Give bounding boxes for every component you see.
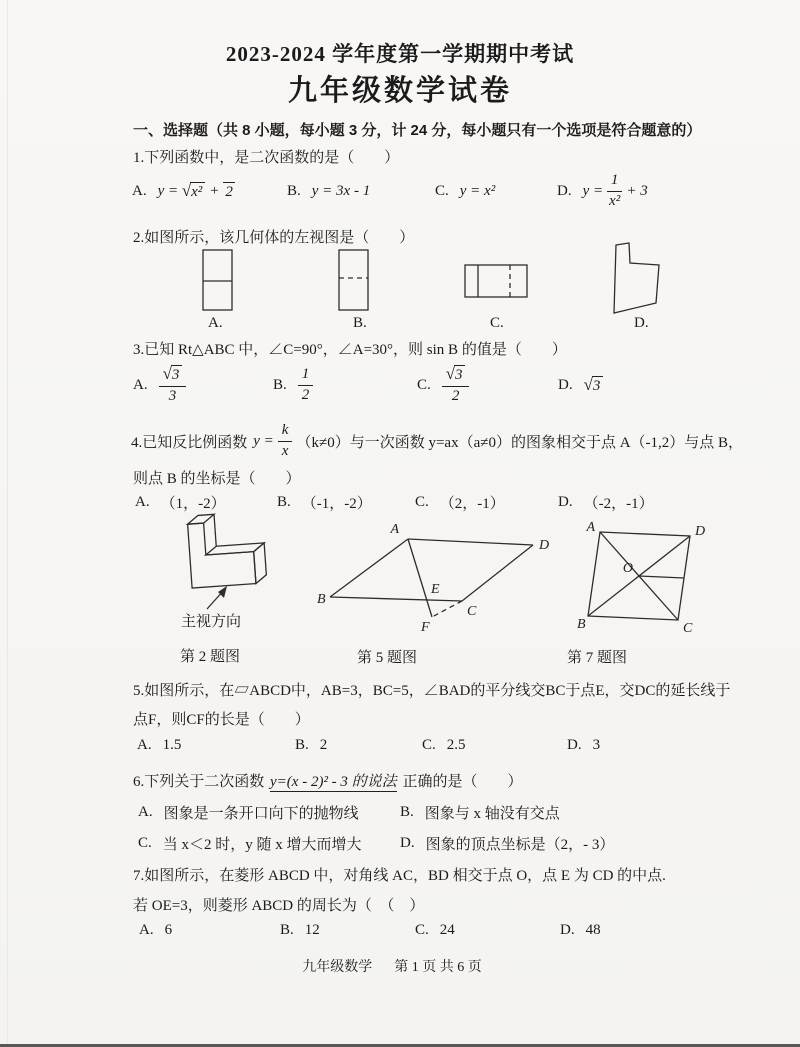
radicand: x² [190,182,205,201]
q4-option-b-label: B. [277,494,291,510]
q6-option-a-text: 图象是一条开口向下的抛物线 [163,806,359,822]
q5-option-c-text: 2.5 [446,737,466,753]
q7-option-c-label: C. [415,922,429,938]
q4-stem-line2: 则点 B 的坐标是（ ） [133,471,301,487]
q7-option-c [415,922,455,939]
q7-option-d-text: 48 [585,922,601,938]
q1-option-b-label: B. [287,182,301,199]
sqrt-expression [163,365,183,384]
section-header: 一、选择题（共 8 小题，每小题 3 分，计 24 分，每小题只有一个选项是符合题意的） [133,122,702,139]
fig5-vertex-c: C [467,604,477,619]
q1-option-c-formula: y = x² [459,182,496,199]
q5-option-a-label: A. [137,737,152,753]
fig2-solid-figure [160,512,275,612]
front-view-arrowhead [218,586,227,598]
q6-stem [133,770,522,791]
q7-stem-line1: 7.如图所示，在菱形 ABCD 中，对角线 AC，BD 相交于点 O，点 E 为 CD 的中点. [133,868,666,884]
q6-option-c-text: 当 x＜2 时，y 随 x 增大而增大 [162,837,362,853]
q6-option-b [400,802,560,823]
q5-stem-line2: 点F，则CF的长是（ ） [133,712,310,728]
q5-option-c [422,737,466,754]
fig5-point-e: E [431,582,440,597]
q6-option-d [400,833,614,854]
fig7-vertex-c: C [683,621,693,636]
fraction [442,365,470,405]
q5-option-b [295,737,327,754]
page-footer [0,956,792,976]
q4-eq-pre: y = [253,432,274,449]
q5-option-d-label: D. [567,737,582,753]
fig7-rhombus-figure [575,520,725,645]
page-subtitle: 九年级数学试卷 [287,75,512,107]
q1-option-c-label: C. [435,182,449,199]
fig7-vertex-d: D [695,524,706,539]
q4-option-c [415,492,505,513]
page-title: 2023-2024 学年度第一学期期中考试 [225,42,575,66]
radical-sign: √ [583,374,593,394]
q3-option-b-label: B. [273,376,287,393]
fig5-vertex-b: B [317,592,326,607]
q2-figure-a-label: A. [208,315,223,331]
fig5-vertex-a: A [390,522,399,537]
q1-stem: 1.下列函数中，是二次函数的是（ ） [133,150,400,166]
fraction [607,172,623,210]
q4-option-b-text: （-1，-2） [301,496,372,512]
radicand: 3 [454,365,466,384]
fraction [278,422,293,460]
q1-option-c [435,168,495,214]
q3-option-c-label: C. [417,376,431,393]
q6-option-b-text: 图象与 x 轴没有交点 [424,806,560,822]
scan-left-edge [7,0,8,1047]
fig7-vertex-a: A [586,520,595,535]
q1-option-a [132,168,235,214]
q3-option-d-label: D. [558,376,573,393]
q5-option-b-label: B. [295,737,309,753]
radicand: 3 [592,376,604,395]
q5-option-d [567,737,600,754]
fraction [298,366,314,404]
q7-option-a-label: A. [139,922,154,938]
footer-page-number: 第 1 页 共 6 页 [394,960,482,975]
q5-option-c-label: C. [422,737,436,753]
fig5-caption: 第 5 题图 [357,650,418,666]
q6-option-a [138,802,359,823]
q2-figure-c-label: C. [490,315,504,331]
q7-option-a [139,922,172,939]
footer-subject: 九年级数学 [302,960,373,975]
radical-sign: √ [181,180,192,200]
q1-option-d-post: + 3 [626,182,648,199]
q1-option-d-label: D. [557,182,572,199]
q4-stem-pre: 4.已知反比例函数 [131,434,248,451]
q3-option-a-label: A. [133,376,148,393]
q1-option-d [557,168,648,214]
q4-option-d-text: （-2，-1） [583,496,654,512]
q4-stem-post: （k≠0）与一次函数 y=ax（a≠0）的图象相交于点 A（-1,2）与点 B， [296,434,744,451]
q2-stem: 2.如图所示，该几何体的左视图是（ ） [133,230,415,246]
fraction-numerator: k [278,422,293,441]
q4-option-d [558,492,654,513]
q6-option-d-text: 图象的顶点坐标是（2，- 3） [425,837,615,853]
q4-option-b [277,492,372,513]
fraction-numerator [159,365,187,386]
q4-option-a-text: （1，-2） [160,496,226,512]
fraction-denominator: 2 [301,386,310,403]
q6-stem-pre: 6.下列关于二次函数 [133,774,265,790]
q7-option-b-label: B. [280,922,294,938]
q3-option-c [417,360,469,410]
q1-option-a-bar2: 2 [225,183,233,200]
q4-option-c-label: C. [415,494,429,510]
fraction-numerator: 1 [298,366,314,385]
fraction [159,365,187,405]
q3-option-d [558,360,603,410]
fig5-point-f: F [421,620,430,635]
q2-figure-d [611,240,667,318]
q6-option-c-label: C. [138,835,152,851]
q7-option-c-text: 24 [439,922,455,938]
sqrt-expression [182,182,205,201]
q7-option-d [560,922,601,939]
fraction-denominator: 3 [168,387,177,404]
q7-option-b-text: 12 [304,922,320,938]
q6-option-b-label: B. [400,804,414,820]
radical-sign: √ [162,364,172,384]
q7-option-b [280,922,320,939]
q1-option-a-pre: y = [157,182,179,199]
q3-stem: 3.已知 Rt△ABC 中，∠C=90°，∠A=30°，则 sin B 的值是（ ） [133,342,567,358]
q2-figure-d-label: D. [634,315,649,331]
q7-stem-line2: 若 OE=3，则菱形 ABCD 的周长为（ （ ） [133,898,425,914]
q2-figure-b-label: B. [353,315,367,331]
fig5-vertex-d: D [539,538,550,553]
q4-option-d-label: D. [558,494,573,510]
q1-option-b-formula: y = 3x - 1 [311,182,371,199]
q6-stem-post: 正确的是（ ） [402,774,523,790]
fig7-point-o: O [622,561,633,576]
fig7-caption: 第 7 题图 [567,650,628,666]
q1-option-d-pre: y = [582,182,604,199]
fraction-numerator [442,365,470,386]
q1-option-a-label: A. [132,182,147,199]
fig7-vertex-b: B [577,617,586,632]
q4-option-a [135,492,226,513]
q7-option-d-label: D. [560,922,575,938]
q6-formula-underlined: y=(x - 2)² - 3 的说法 [270,774,397,790]
sqrt-expression [446,365,466,384]
q5-option-d-text: 3 [592,737,601,753]
fraction-numerator: 1 [607,172,623,191]
q5-option-a [137,737,181,754]
q5-stem-line1: 5.如图所示，在▱ABCD中，AB=3，BC=5，∠BAD的平分线交BC于点E，交DC的延长线于 [133,683,731,699]
q2-figure-b [336,247,372,315]
q2-figure-a [200,247,236,315]
q4-option-c-text: （2，-1） [439,496,505,512]
q4-stem-line1 [131,420,743,462]
q6-option-c [138,833,362,854]
q3-option-a [133,360,186,410]
q2-figure-c [462,262,532,302]
q6-option-a-label: A. [138,804,153,820]
fig2-front-view-note: 主视方向 [181,614,242,630]
fraction-denominator: x [281,442,289,459]
fraction-denominator: x² [609,192,621,209]
fig2-caption: 第 2 题图 [180,649,241,665]
q6-option-d-label: D. [400,835,415,851]
radical-sign: √ [445,364,455,384]
radicand: 3 [171,365,183,384]
sqrt-expression [584,376,604,395]
q3-option-b [273,360,313,410]
q1-option-a-plus: + [209,182,220,199]
fig5-parallelogram-figure [315,517,565,642]
q5-option-a-text: 1.5 [162,737,182,753]
q7-option-a-text: 6 [164,922,173,938]
q5-option-b-text: 2 [319,737,328,753]
fraction-denominator: 2 [451,387,460,404]
q4-option-a-label: A. [135,494,150,510]
q1-option-b [287,168,370,214]
